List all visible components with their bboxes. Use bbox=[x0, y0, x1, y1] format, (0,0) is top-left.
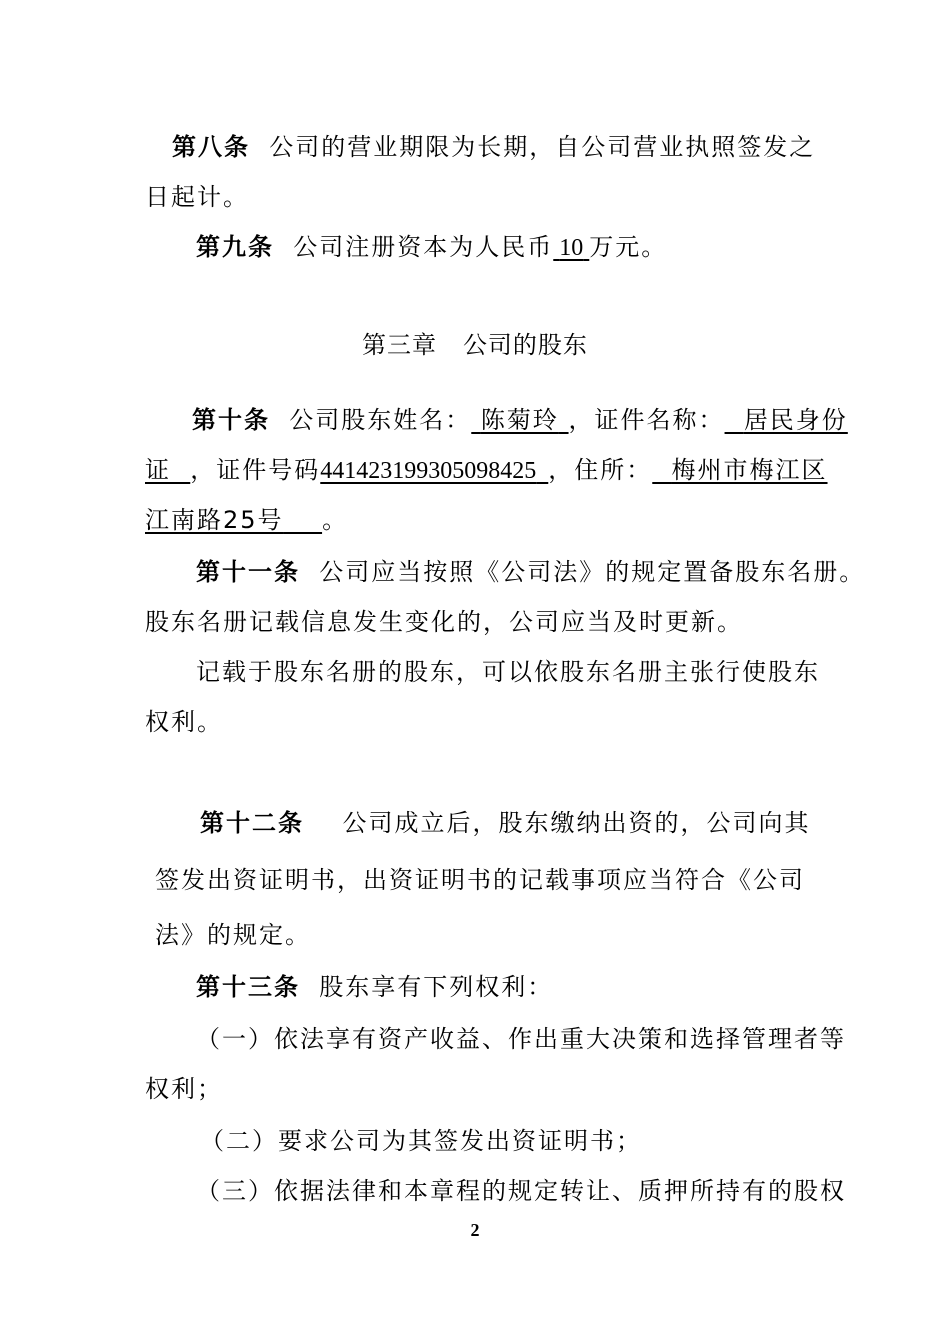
list-item-1 bbox=[196, 1024, 846, 1054]
article-text: 法》的规定。 bbox=[155, 921, 311, 949]
article-12-line-3 bbox=[155, 920, 311, 950]
article-heading: 第九条 bbox=[196, 233, 274, 261]
article-text: 权利。 bbox=[145, 708, 223, 736]
article-text: 股东享有下列权利： bbox=[319, 973, 554, 1001]
article-text: 万元。 bbox=[589, 233, 668, 261]
article-text: 公司的营业期限为长期，自公司营业执照签发之 bbox=[269, 133, 816, 161]
page-number: 2 bbox=[470, 1220, 480, 1240]
article-heading: 第十条 bbox=[192, 406, 270, 434]
article-text: 公司注册资本为人民币 bbox=[293, 233, 554, 261]
label: ，住所： bbox=[548, 456, 653, 484]
article-text: 权利； bbox=[145, 1075, 223, 1103]
article-heading: 第八条 bbox=[172, 133, 250, 161]
article-text: 公司应当按照《公司法》的规定置备股东名册。 bbox=[319, 558, 866, 586]
capital-amount: 10 bbox=[559, 235, 584, 261]
chapter-number: 第三章 bbox=[362, 331, 438, 359]
id-type: 证 bbox=[145, 456, 171, 484]
article-9-line-1 bbox=[196, 232, 667, 263]
label: ，证件号码 bbox=[190, 456, 321, 484]
id-number: 441423199305098425 bbox=[320, 458, 537, 484]
list-item-3 bbox=[196, 1176, 846, 1206]
article-13-line-1 bbox=[196, 972, 553, 1002]
article-heading: 第十三条 bbox=[196, 973, 300, 1001]
chapter-heading bbox=[0, 330, 950, 360]
article-text: 签发出资证明书，出资证明书的记载事项应当符合《公司 bbox=[155, 866, 805, 894]
shareholder-name: 陈菊玲 bbox=[480, 406, 559, 434]
article-8-line-2 bbox=[145, 182, 249, 212]
list-item-1-cont bbox=[145, 1074, 223, 1104]
article-11-line-2 bbox=[145, 607, 743, 637]
article-text: 日起计。 bbox=[145, 183, 249, 211]
address: 梅州市梅江区 bbox=[671, 456, 828, 484]
article-text: （二）要求公司为其签发出资证明书； bbox=[200, 1127, 642, 1155]
article-text: 记载于股东名册的股东，可以依股东名册主张行使股东 bbox=[196, 658, 820, 686]
article-text: （三）依据法律和本章程的规定转让、质押所持有的股权 bbox=[196, 1177, 846, 1205]
article-12-line-1 bbox=[200, 808, 811, 838]
punctuation: 。 bbox=[322, 506, 349, 534]
article-text: （一）依法享有资产收益、作出重大决策和选择管理者等 bbox=[196, 1025, 846, 1053]
article-text: 股东名册记载信息发生变化的，公司应当及时更新。 bbox=[145, 608, 743, 636]
id-type: 居民身份 bbox=[743, 406, 848, 434]
article-11-line-4 bbox=[145, 707, 223, 737]
article-11-line-3 bbox=[196, 657, 820, 687]
address: 江南路25号 bbox=[145, 506, 284, 534]
article-heading: 第十二条 bbox=[200, 809, 304, 837]
label: 公司股东姓名： bbox=[289, 406, 472, 434]
article-12-line-2 bbox=[155, 865, 805, 895]
list-item-2 bbox=[200, 1126, 642, 1156]
article-8-line-1 bbox=[172, 132, 815, 162]
article-10-line-2 bbox=[145, 455, 828, 486]
article-10-line-1 bbox=[192, 405, 848, 435]
article-text: 公司成立后，股东缴纳出资的，公司向其 bbox=[342, 809, 811, 837]
article-11-line-1 bbox=[196, 557, 865, 587]
label: ，证件名称： bbox=[568, 406, 725, 434]
article-heading: 第十一条 bbox=[196, 558, 300, 586]
chapter-title: 公司的股东 bbox=[462, 331, 588, 359]
article-10-line-3 bbox=[145, 505, 348, 535]
